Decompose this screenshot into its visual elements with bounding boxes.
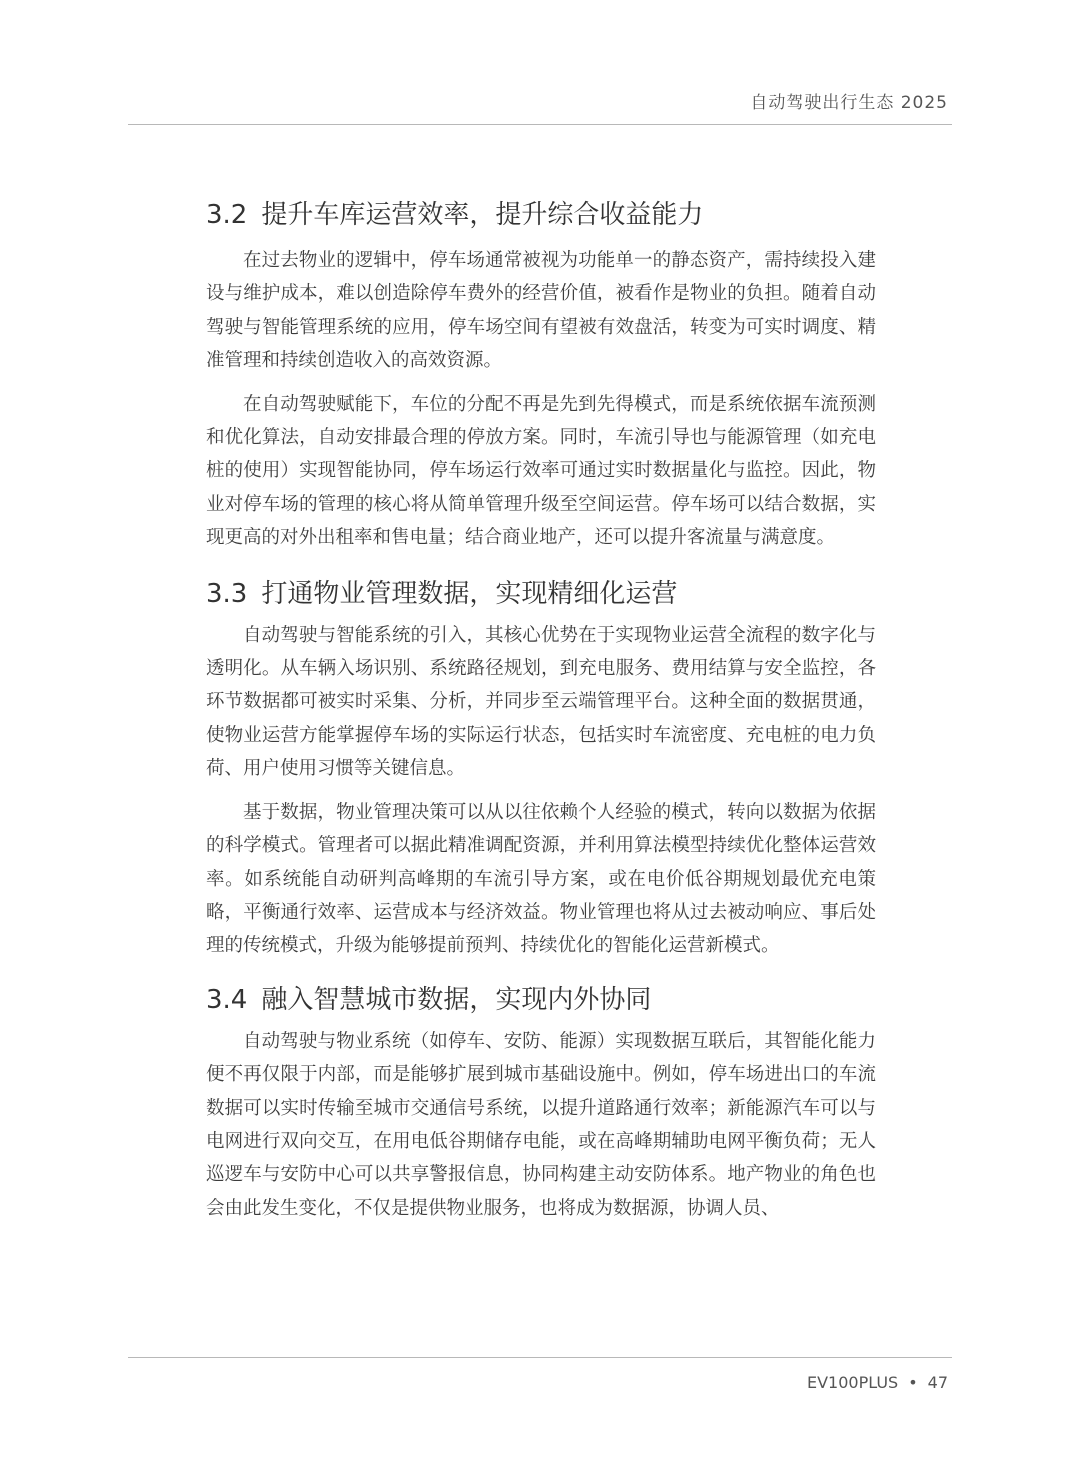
publisher-name: EV100PLUS (806, 1373, 899, 1392)
section-title: 提升车库运营效率，提升综合收益能力 (261, 200, 704, 230)
body-paragraph: 自动驾驶与智能系统的引入，其核心优势在于实现物业运营全流程的数字化与透明化。从车辆入场识别、系统路径规划，到充电服务、费用结算与安全监控，各环节数据都可被实时采集、分析，并同步至云端管理平台。这种全面的数据贯通，使物业运营方能掌握停车场的实际运行状态，包括实时车流密度、充电桩的电力负荷、用户使用习惯等关键信息。 (206, 624, 876, 780)
footer-divider (128, 1357, 952, 1358)
body-paragraph: 在自动驾驶赋能下，车位的分配不再是先到先得模式，而是系统依据车流预测和优化算法，自动安排最合理的停放方案。同时，车流引导也与能源管理（如充电桩的使用）实现智能协同，停车场运行效率可通过实时数据量化与监控。因此，物业对停车场的管理的核心将从简单管理升级至空间运营。停车场可以结合数据，实现更高的对外出租率和售电量；结合商业地产，还可以提升客流量与满意度。 (206, 393, 876, 549)
section-title: 打通物业管理数据，实现精细化运营 (261, 578, 678, 609)
section-3-4 (206, 981, 876, 1225)
section-3-3 (206, 575, 876, 963)
running-header-title: 自动驾驶出行生态 2025 (750, 93, 948, 113)
page-number: 47 (927, 1373, 948, 1392)
section-number: 3.4 (206, 984, 248, 1015)
page-content (206, 196, 876, 1225)
section-heading (206, 981, 876, 1019)
footer-separator: • (908, 1373, 918, 1392)
section-heading (206, 196, 876, 234)
section-number: 3.3 (206, 578, 248, 609)
section-heading (206, 575, 876, 613)
body-paragraph: 基于数据，物业管理决策可以从以往依赖个人经验的模式，转向以数据为依据的科学模式。管理者可以据此精准调配资源，并利用算法模型持续优化整体运营效率。如系统能自动研判高峰期的车流引导方案，或在电价低谷期规划最优充电策略，平衡通行效率、运营成本与经济效益。物业管理也将从过去被动响应、事后处理的传统模式，升级为能够提前预判、持续优化的智能化运营新模式。 (206, 801, 876, 957)
section-number: 3.2 (206, 200, 248, 230)
page-footer (807, 1373, 948, 1392)
section-3-2 (206, 196, 876, 555)
header-divider (128, 124, 952, 125)
body-paragraph: 在过去物业的逻辑中，停车场通常被视为功能单一的静态资产，需持续投入建设与维护成本，难以创造除停车费外的经营价值，被看作是物业的负担。随着自动驾驶与智能管理系统的应用，停车场空间有望被有效盘活，转变为可实时调度、精准管理和持续创造收入的高效资源。 (206, 250, 876, 372)
section-title: 融入智慧城市数据，实现内外协同 (261, 984, 652, 1015)
body-paragraph: 自动驾驶与物业系统（如停车、安防、能源）实现数据互联后，其智能化能力便不再仅限于内部，而是能够扩展到城市基础设施中。例如，停车场进出口的车流数据可以实时传输至城市交通信号系统，以提升道路通行效率；新能源汽车可以与电网进行双向交互，在用电低谷期储存电能，或在高峰期辅助电网平衡负荷；无人巡逻车与安防中心可以共享警报信息，协同构建主动安防体系。地产物业的角色也会由此发生变化，不仅是提供物业服务，也将成为数据源，协调人员、 (206, 1030, 876, 1219)
